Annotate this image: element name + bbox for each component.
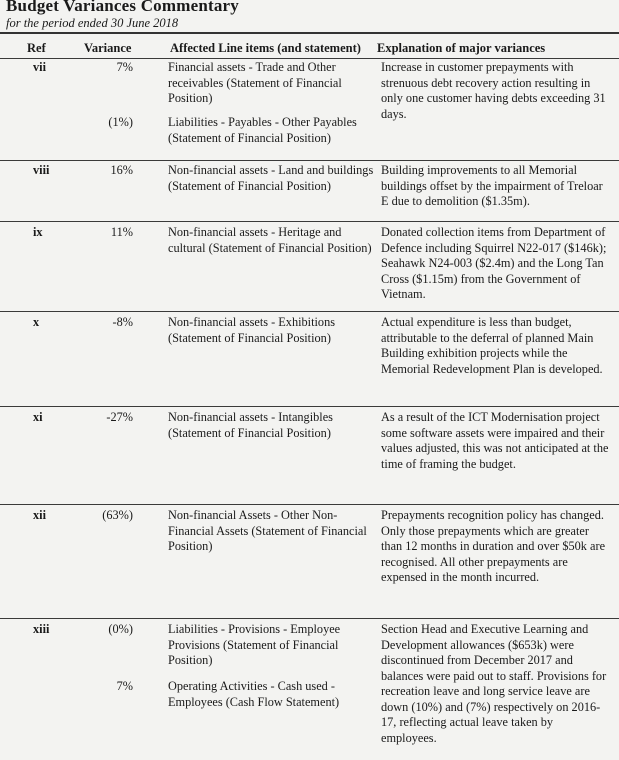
row-explanation: Donated collection items from Department of Defence including Squirrel N22-017 ($146k); Seahawk N24-003 ($2.4m) and the Long Tan Cross ($1.15m) from the Government of Vietnam.	[381, 225, 607, 301]
row-variance: 16%	[110, 163, 133, 177]
row-divider	[0, 221, 619, 222]
column-header-variance: Variance	[84, 41, 132, 55]
row-ref: viii	[33, 163, 50, 177]
row-divider	[0, 311, 619, 312]
column-header-ref: Ref	[27, 41, 46, 55]
row-items: Financial assets - Trade and Other receivables (Statement of Financial Position)	[168, 60, 342, 105]
row-explanation: As a result of the ICT Modernisation project some software assets were impaired and their values adjusted, this was not anticipated at the time of framing the budget.	[381, 410, 609, 471]
row-divider	[0, 618, 619, 619]
row-variance: 11%	[110, 225, 133, 239]
row-variance: (63%)	[102, 508, 133, 522]
row-variance-secondary: 7%	[116, 679, 133, 693]
column-header-explanation: Explanation of major variances	[377, 41, 546, 55]
column-header-items: Affected Line items (and statement)	[170, 41, 361, 55]
document-title: Budget Variances Commentary	[6, 0, 239, 15]
row-ref: xiii	[33, 622, 50, 636]
row-explanation: Increase in customer prepayments with strenuous debt recovery action resulting in only one customer having debts exceeding 31 days.	[381, 60, 606, 121]
row-explanation: Building improvements to all Memorial buildings offset by the impairment of Treloar E due to demolition ($1.35m).	[381, 163, 603, 208]
row-explanation: Actual expenditure is less than budget, attributable to the deferral of planned Main Building exhibition projects while the Memorial Redevelopment Plan is developed.	[381, 315, 603, 376]
row-explanation: Prepayments recognition policy has changed. Only those prepayments which are greater than 12 months in duration and over $50k are recognised. All other prepayments are expensed in the month incurred.	[381, 508, 606, 584]
row-items: Liabilities - Provisions - Employee Provisions (Statement of Financial Position)	[168, 622, 341, 667]
row-items-secondary: Operating Activities - Cash used - Employees (Cash Flow Statement)	[168, 679, 340, 709]
row-variance: -27%	[106, 410, 133, 424]
row-variance: (0%)	[108, 622, 133, 636]
row-ref: xi	[33, 410, 43, 424]
row-items: Non-financial assets - Exhibitions (Statement of Financial Position)	[168, 315, 335, 345]
row-divider	[0, 504, 619, 505]
row-items: Non-financial assets - Heritage and cultural (Statement of Financial Position)	[168, 225, 372, 255]
row-variance: 7%	[116, 60, 133, 74]
row-divider	[0, 406, 619, 407]
row-variance: -8%	[112, 315, 133, 329]
row-ref: vii	[33, 60, 46, 74]
row-explanation: Section Head and Executive Learning and Development allowances ($653k) were discontinued from December 2017 and balances were paid out to staff. Provisions for recreation leave and long service leave are down (10%) and (7%) respectively on 2016-17, reflecting actual leave taken by employees.	[381, 622, 607, 745]
header-rule	[0, 32, 619, 34]
row-ref: x	[33, 315, 40, 329]
row-variance-secondary: (1%)	[108, 115, 133, 129]
row-divider	[0, 160, 619, 161]
row-items: Non-financial assets - Intangibles (Statement of Financial Position)	[168, 410, 333, 440]
row-ref: ix	[33, 225, 43, 239]
document-subtitle: for the period ended 30 June 2018	[6, 16, 179, 30]
row-items: Non-financial Assets - Other Non-Financial Assets (Statement of Financial Position)	[168, 508, 367, 553]
row-items: Non-financial assets - Land and buildings (Statement of Financial Position)	[168, 163, 374, 193]
row-items-secondary: Liabilities - Payables - Other Payables (Statement of Financial Position)	[168, 115, 357, 145]
row-ref: xii	[33, 508, 46, 522]
